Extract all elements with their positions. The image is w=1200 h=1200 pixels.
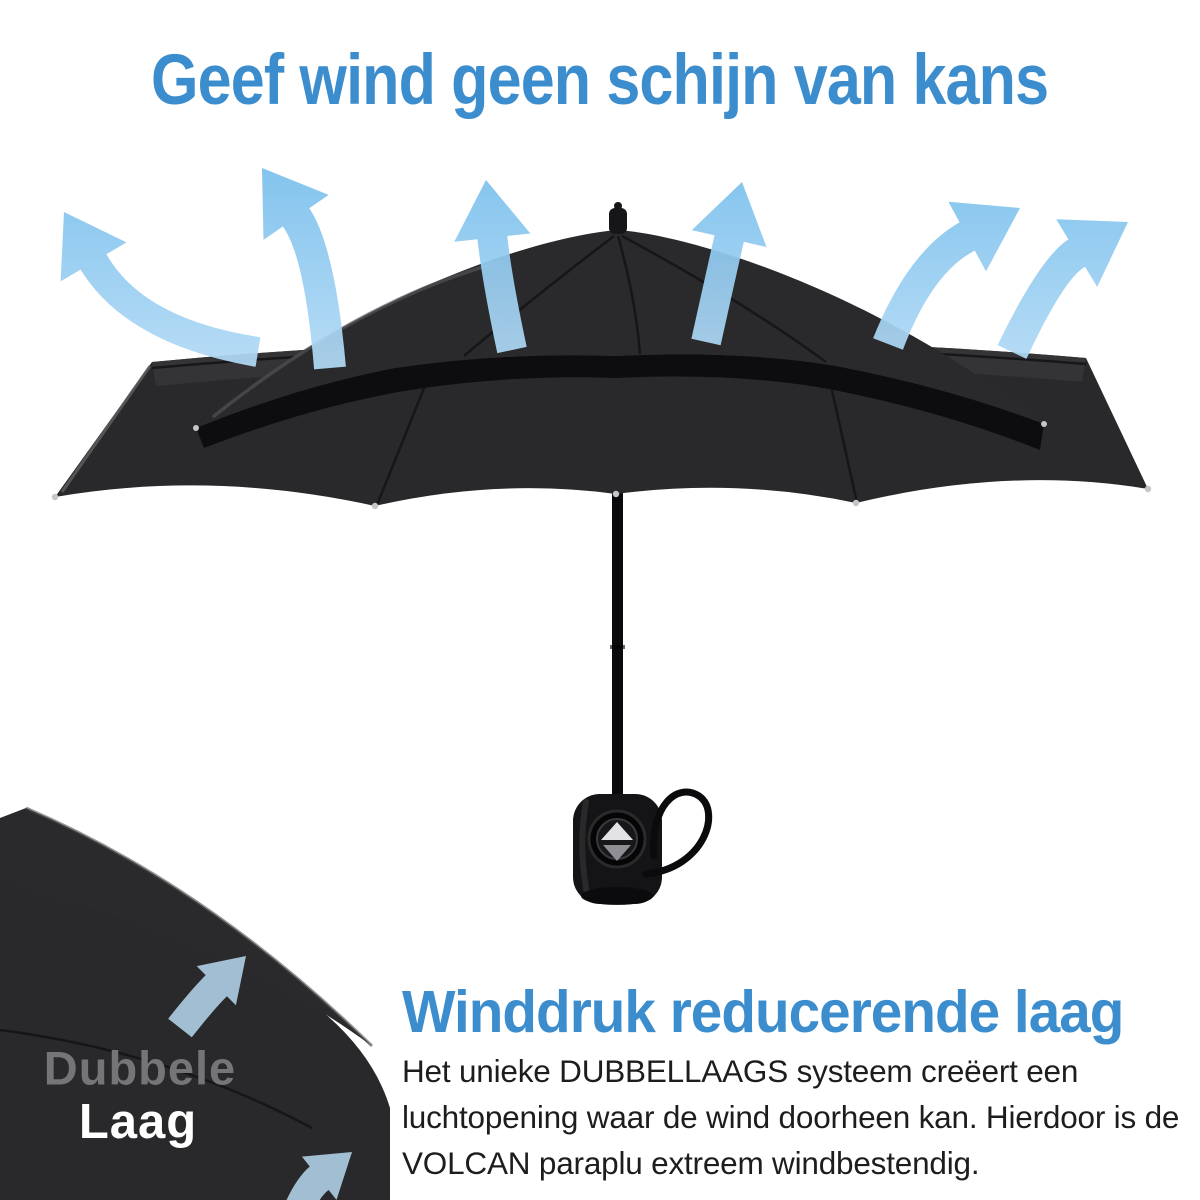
rib-tip	[1041, 421, 1047, 427]
handle-base	[581, 887, 653, 905]
inset-label-dubbele: Dubbele	[43, 1041, 237, 1095]
umbrella-handle	[573, 792, 709, 905]
feature-body	[402, 1048, 1200, 1186]
rib-tip	[193, 425, 199, 431]
wind-arrow-icon	[61, 212, 261, 367]
rib-tip	[853, 500, 859, 506]
rib-tip	[613, 491, 619, 497]
rib-tip	[52, 494, 58, 500]
wind-arrow-icon	[998, 219, 1128, 359]
feature-text-block	[402, 978, 1200, 1186]
wind-arrow-icon	[873, 202, 1020, 350]
feature-body-line: VOLCAN paraplu extreem windbestendig.	[402, 1145, 980, 1181]
feature-body-line: luchtopening waar de wind doorheen kan. Hierdoor is de	[402, 1099, 1180, 1135]
page-title-text: Geef wind geen schijn van kans	[151, 41, 1049, 120]
feature-body-line: Het unieke DUBBELLAAGS systeem creëert een	[402, 1053, 1079, 1089]
inset-label-laag: Laag	[78, 1095, 198, 1149]
rib-tip	[1145, 486, 1151, 492]
ferrule-tip	[609, 208, 627, 234]
rib-tip	[372, 503, 378, 509]
wind-arrow-icon	[262, 168, 346, 369]
feature-heading: Winddruk reducerende laag	[402, 979, 1124, 1045]
pole-joint	[610, 645, 625, 649]
umbrella-main	[52, 202, 1151, 905]
